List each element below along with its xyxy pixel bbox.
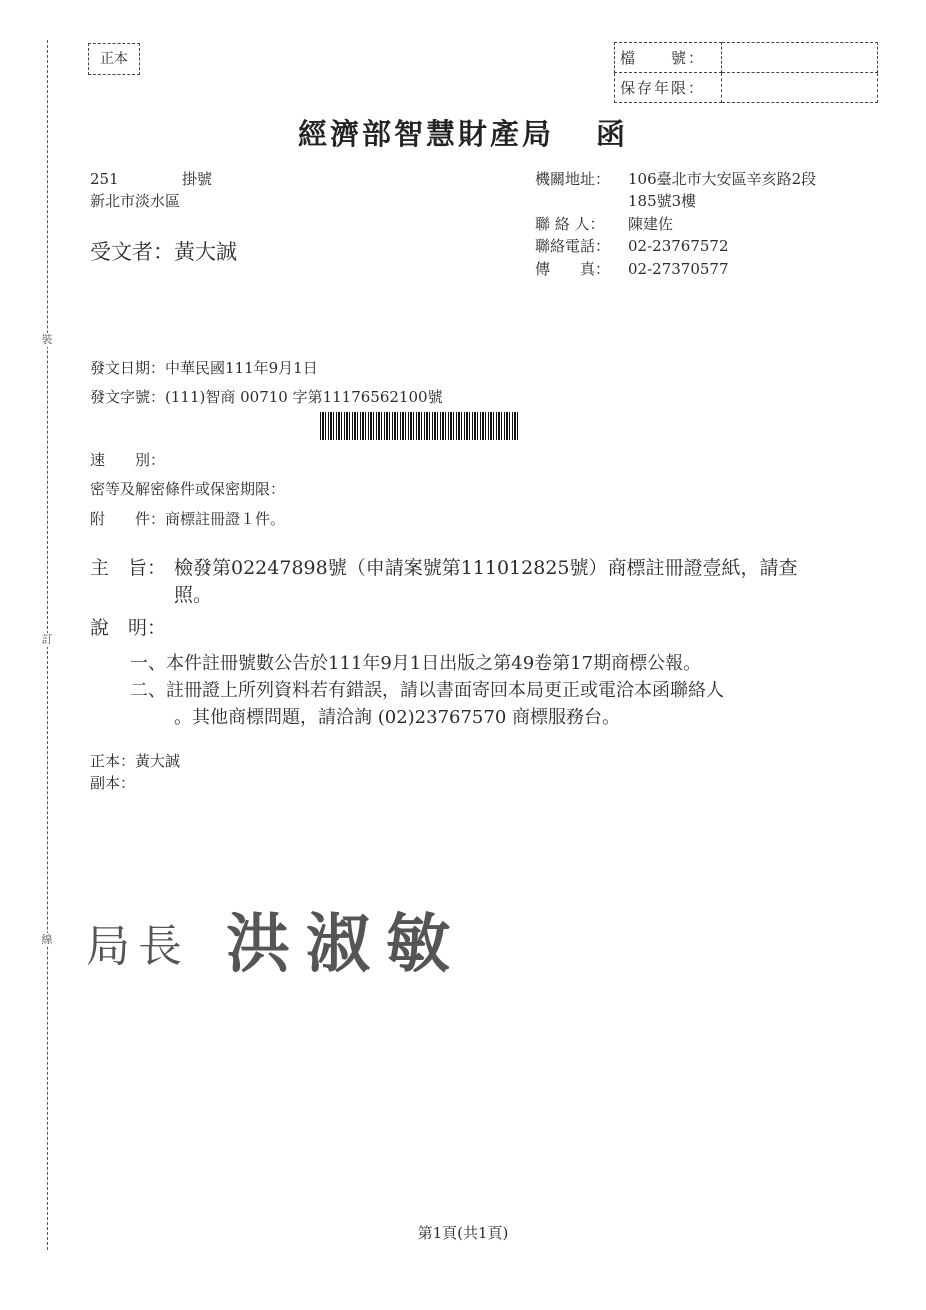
- sender-address-line1: 106臺北市大安區辛亥路2段: [628, 170, 817, 188]
- contact-label: 聯 絡 人：: [535, 215, 605, 233]
- director-title: 局長: [86, 921, 190, 972]
- retention-value: [722, 73, 878, 103]
- classification: 密等及解密條件或保密期限：: [90, 480, 286, 498]
- document-title: [0, 112, 926, 153]
- fax-label: 傳 真：: [535, 260, 611, 278]
- postal-code: 251: [90, 170, 119, 188]
- doc-number: 發文字號：(111)智商 00710 字第11176562100號: [90, 388, 443, 406]
- contact-value: 陳建佐: [628, 215, 674, 233]
- sender-address-line2: 185號3樓: [628, 192, 697, 210]
- explanation-item-2-line1: 二、註冊證上所列資料若有錯誤，請以書面寄回本局更正或電洽本函聯絡人: [130, 680, 724, 701]
- copy-type-box: 正本: [88, 43, 140, 75]
- file-info-table: [614, 42, 878, 103]
- sender-address-label: 機關地址：: [535, 170, 611, 188]
- agency-name: 經濟部智慧財產局: [297, 117, 554, 151]
- original-recipient: 正本：黃大誠: [90, 752, 181, 770]
- explanation-item-2-line2: 。其他商標問題，請洽詢 (02)23767570 商標服務台。: [174, 707, 621, 728]
- document-type: 函: [596, 117, 629, 151]
- explanation-label: 說 明：: [90, 617, 167, 639]
- attachment: 附 件：商標註冊證１件。: [90, 510, 286, 528]
- barcode: [320, 412, 520, 440]
- recipient-district: 新北市淡水區: [90, 192, 181, 210]
- binding-mark-bind: 裝: [41, 333, 53, 346]
- director-signature: 洪淑敏: [226, 907, 466, 982]
- mail-type: 掛號: [182, 170, 213, 188]
- binding-mark-staple: 訂: [41, 633, 53, 646]
- urgency: 速 別：: [90, 451, 166, 469]
- fax-value: 02-27370577: [628, 260, 729, 278]
- recipient-name: 受文者：黃大誠: [90, 240, 237, 264]
- phone-label: 聯絡電話：: [535, 237, 611, 255]
- file-no-value: [722, 43, 878, 73]
- page-number: 第1頁(共1頁): [417, 1224, 509, 1242]
- issue-date: 發文日期：中華民國111年9月1日: [90, 359, 318, 377]
- explanation-item-1: 一、本件註冊號數公告於111年9月1日出版之第49卷第17期商標公報。: [130, 653, 702, 674]
- file-no-label: 檔 號：: [615, 43, 722, 73]
- phone-value: 02-23767572: [628, 237, 729, 255]
- copy-recipient: 副本：: [90, 774, 136, 792]
- subject-line1: 檢發第02247898號（申請案號第111012825號）商標註冊證壹紙，請查: [174, 557, 798, 579]
- subject-label: 主 旨：: [90, 557, 167, 579]
- binding-mark-line: 線: [41, 933, 53, 946]
- subject-line2: 照。: [174, 584, 213, 606]
- retention-label: 保存年限：: [615, 73, 722, 103]
